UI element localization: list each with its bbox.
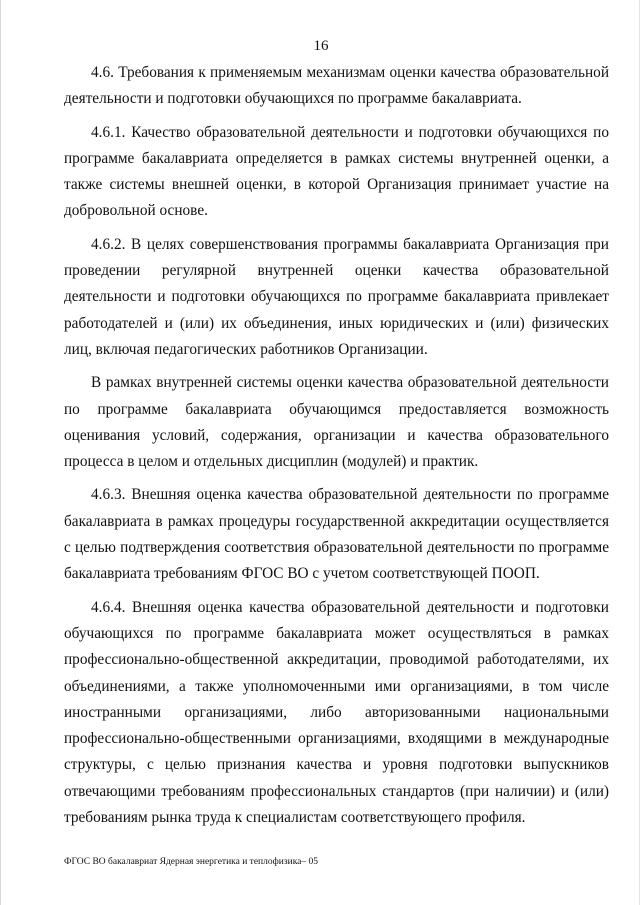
document-body [64, 60, 609, 838]
page-number: 16 [313, 38, 329, 54]
paragraph-4-6-1: 4.6.1. Качество образовательной деятельности и подготовки обучающихся по программе бакалавриата определяется в рамках системы внутренней оценки, а также системы внешней оценки, в которой Организация принимает участие на добровольной основе. [64, 123, 609, 220]
paragraph-4-6-4: 4.6.4. Внешняя оценка качества образовательной деятельности и подготовки обучающихся по программе бакалавриата может осуществляться в рамках профессионально-общественной аккредитации, проводимой работодателями, их объединениями, а также уполномоченными ими организациями, в том числе иностранными организациями, либо авторизованными национальными профессионально-общественными организациями, входящими в международные структуры, с целью признания качества и уровня подготовки выпускников отвечающими требованиям профессиональных стандартов (при наличии) и (или) требованиям рынка труда к специалистам соответствующего профиля. [64, 598, 609, 827]
paragraph-internal-assessment: В рамках внутренней системы оценки качества образовательной деятельности по программе бакалавриата обучающимся предоставляется возможность оценивания условий, содержания, организации и качества образовательного процесса в целом и отдельных дисциплин (модулей) и практик. [64, 374, 609, 471]
page-footer: ФГОС ВО бакалавриат Ядерная энергетика и теплофизика– 05 [64, 857, 319, 867]
paragraph-4-6: 4.6. Требования к применяемым механизмам оценки качества образовательной деятельности и подготовки обучающихся по программе бакалавриата. [64, 64, 609, 108]
paragraph-4-6-3: 4.6.3. Внешняя оценка качества образовательной деятельности по программе бакалавриата в рамках процедуры государственной аккредитации осуществляется с целью подтверждения соответствия образовательной деятельности по программе бакалавриата требованиям ФГОС ВО с учетом соответствующей ПООП. [64, 486, 609, 583]
paragraph-4-6-2: 4.6.2. В целях совершенствования программы бакалавриата Организация при проведении регулярной внутренней оценки качества образовательной деятельности и подготовки обучающихся по программе бакалавриата привлекает работодателей и (или) их объединения, иных юридических и (или) физических лиц, включая педагогических работников Организации. [64, 235, 609, 358]
